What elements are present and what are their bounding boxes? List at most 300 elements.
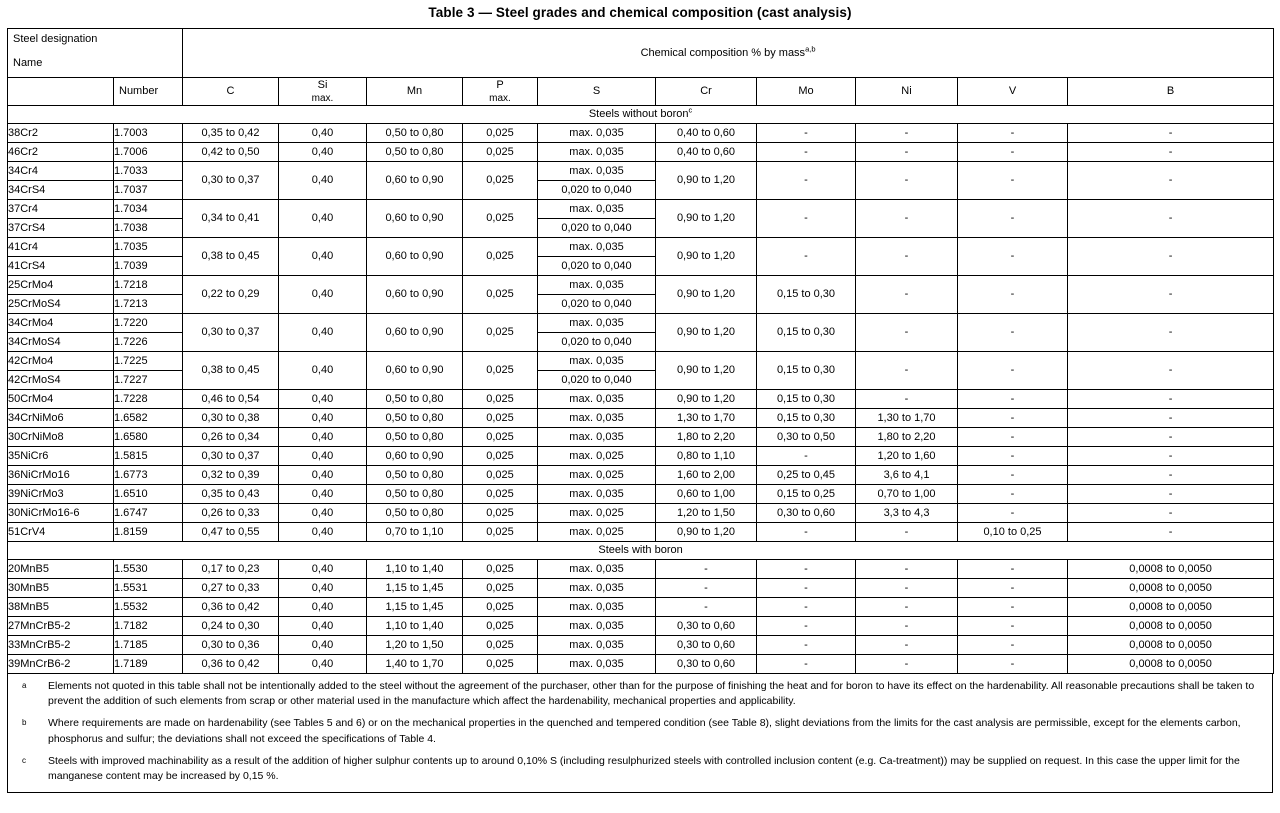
- cell-p: 0,025: [463, 579, 538, 598]
- cell-b: -: [1068, 276, 1274, 314]
- header-element-ni-symbol: Ni: [901, 85, 912, 98]
- table-row: [8, 655, 1274, 674]
- cell-ni: 0,70 to 1,00: [856, 485, 958, 504]
- cell-si: 0,40: [279, 162, 367, 200]
- cell-c: 0,30 to 0,37: [183, 162, 279, 200]
- cell-v: -: [958, 390, 1068, 409]
- cell-s: 0,020 to 0,040: [538, 333, 656, 352]
- header-element-cr: [656, 78, 757, 106]
- cell-p: 0,025: [463, 655, 538, 674]
- cell-mo: -: [757, 200, 856, 238]
- cell-s: max. 0,035: [538, 124, 656, 143]
- cell-p: 0,025: [463, 409, 538, 428]
- header-element-si: [279, 78, 367, 106]
- cell-mo: -: [757, 655, 856, 674]
- cell-mn: 0,50 to 0,80: [367, 390, 463, 409]
- page-title: Table 3 — Steel grades and chemical composition (cast analysis): [428, 5, 852, 20]
- header-group-row: [8, 29, 1274, 78]
- section-header-label: Steels without boron$^c$: [8, 106, 1274, 124]
- cell-steel-name: 37Cr4: [8, 200, 114, 219]
- cell-mn: 0,60 to 0,90: [367, 352, 463, 390]
- cell-b: 0,0008 to 0,0050: [1068, 560, 1274, 579]
- cell-s: 0,020 to 0,040: [538, 219, 656, 238]
- cell-si: 0,40: [279, 428, 367, 447]
- cell-si: 0,40: [279, 390, 367, 409]
- cell-si: 0,40: [279, 560, 367, 579]
- cell-v: -: [958, 504, 1068, 523]
- cell-b: -: [1068, 238, 1274, 276]
- cell-c: 0,24 to 0,30: [183, 617, 279, 636]
- cell-p: 0,025: [463, 485, 538, 504]
- cell-steel-number: 1.7182: [114, 617, 183, 636]
- cell-mn: 1,15 to 1,45: [367, 579, 463, 598]
- cell-cr: 1,80 to 2,20: [656, 428, 757, 447]
- cell-cr: -: [656, 579, 757, 598]
- cell-p: 0,025: [463, 617, 538, 636]
- cell-steel-name: 36NiCrMo16: [8, 466, 114, 485]
- cell-s: 0,020 to 0,040: [538, 295, 656, 314]
- cell-steel-name: 25CrMo4: [8, 276, 114, 295]
- cell-b: -: [1068, 124, 1274, 143]
- cell-cr: 0,90 to 1,20: [656, 390, 757, 409]
- cell-c: 0,32 to 0,39: [183, 466, 279, 485]
- table-row: [8, 598, 1274, 617]
- cell-v: -: [958, 200, 1068, 238]
- table-row: [8, 504, 1274, 523]
- cell-p: 0,025: [463, 143, 538, 162]
- cell-steel-name: 34Cr4: [8, 162, 114, 181]
- cell-p: 0,025: [463, 390, 538, 409]
- cell-si: 0,40: [279, 143, 367, 162]
- cell-mn: 0,50 to 0,80: [367, 428, 463, 447]
- cell-s: 0,020 to 0,040: [538, 371, 656, 390]
- cell-cr: 0,90 to 1,20: [656, 200, 757, 238]
- cell-b: -: [1068, 485, 1274, 504]
- cell-ni: -: [856, 390, 958, 409]
- cell-steel-number: 1.7033: [114, 162, 183, 181]
- cell-p: 0,025: [463, 162, 538, 200]
- header-element-p-qualifier: max.: [489, 92, 511, 104]
- cell-si: 0,40: [279, 598, 367, 617]
- cell-ni: -: [856, 560, 958, 579]
- header-element-mn: [367, 78, 463, 106]
- cell-v: -: [958, 485, 1068, 504]
- cell-steel-number: 1.6747: [114, 504, 183, 523]
- table-row: [8, 238, 1274, 257]
- cell-cr: 0,90 to 1,20: [656, 276, 757, 314]
- cell-b: -: [1068, 466, 1274, 485]
- cell-mn: 1,20 to 1,50: [367, 636, 463, 655]
- table-row: [8, 466, 1274, 485]
- header-element-b: [1068, 78, 1274, 106]
- header-element-c-symbol: C: [226, 85, 235, 98]
- cell-cr: 0,40 to 0,60: [656, 124, 757, 143]
- cell-s: max. 0,035: [538, 598, 656, 617]
- cell-mn: 1,40 to 1,70: [367, 655, 463, 674]
- cell-v: -: [958, 409, 1068, 428]
- cell-s: max. 0,035: [538, 617, 656, 636]
- table-row: [8, 636, 1274, 655]
- cell-cr: -: [656, 598, 757, 617]
- cell-p: 0,025: [463, 276, 538, 314]
- cell-si: 0,40: [279, 238, 367, 276]
- cell-mo: 0,15 to 0,30: [757, 314, 856, 352]
- cell-si: 0,40: [279, 485, 367, 504]
- cell-steel-name: 41Cr4: [8, 238, 114, 257]
- header-element-s-symbol: S: [592, 85, 601, 98]
- cell-cr: 1,30 to 1,70: [656, 409, 757, 428]
- cell-ni: -: [856, 162, 958, 200]
- cell-ni: -: [856, 617, 958, 636]
- cell-mo: 0,30 to 0,50: [757, 428, 856, 447]
- cell-v: -: [958, 352, 1068, 390]
- cell-si: 0,40: [279, 617, 367, 636]
- cell-c: 0,17 to 0,23: [183, 560, 279, 579]
- cell-b: -: [1068, 143, 1274, 162]
- cell-mn: 0,50 to 0,80: [367, 466, 463, 485]
- cell-v: -: [958, 162, 1068, 200]
- cell-s: max. 0,025: [538, 504, 656, 523]
- cell-steel-name: 30MnB5: [8, 579, 114, 598]
- cell-mn: 0,60 to 0,90: [367, 314, 463, 352]
- cell-c: 0,38 to 0,45: [183, 352, 279, 390]
- cell-steel-number: 1.7035: [114, 238, 183, 257]
- cell-v: -: [958, 617, 1068, 636]
- cell-mo: 0,30 to 0,60: [757, 504, 856, 523]
- cell-c: 0,35 to 0,43: [183, 485, 279, 504]
- cell-p: 0,025: [463, 428, 538, 447]
- cell-v: 0,10 to 0,25: [958, 523, 1068, 542]
- cell-steel-name: 39NiCrMo3: [8, 485, 114, 504]
- cell-mo: -: [757, 124, 856, 143]
- cell-steel-name: 27MnCrB5-2: [8, 617, 114, 636]
- cell-ni: -: [856, 124, 958, 143]
- cell-ni: 3,3 to 4,3: [856, 504, 958, 523]
- cell-steel-number: 1.7039: [114, 257, 183, 276]
- cell-v: -: [958, 466, 1068, 485]
- cell-ni: 1,80 to 2,20: [856, 428, 958, 447]
- cell-steel-number: 1.6580: [114, 428, 183, 447]
- cell-b: -: [1068, 390, 1274, 409]
- section-header-label: Steels with boron: [8, 542, 1274, 560]
- cell-mn: 0,60 to 0,90: [367, 238, 463, 276]
- cell-c: 0,22 to 0,29: [183, 276, 279, 314]
- cell-ni: 3,6 to 4,1: [856, 466, 958, 485]
- cell-steel-name: 20MnB5: [8, 560, 114, 579]
- cell-steel-number: 1.7006: [114, 143, 183, 162]
- cell-steel-name: 33MnCrB5-2: [8, 636, 114, 655]
- section-footnote-ref: c: [688, 105, 693, 115]
- footnote-text: Steels with improved machinability as a result of the addition of higher sulphur contents up to around 0,10% S (including resulphurized steels with controlled inclusion content (e.g. Ca-treatment)) may be supplied on request. In this case the upper limit for the manganese content may be increased by 0,15 %.: [48, 754, 1240, 783]
- cell-steel-number: 1.7228: [114, 390, 183, 409]
- cell-mn: 1,10 to 1,40: [367, 560, 463, 579]
- table-row: [8, 200, 1274, 219]
- cell-mn: 0,60 to 0,90: [367, 447, 463, 466]
- cell-s: max. 0,025: [538, 523, 656, 542]
- header-element-c: [183, 78, 279, 106]
- steel-composition-table: [7, 28, 1274, 674]
- cell-steel-number: 1.7220: [114, 314, 183, 333]
- header-element-mo-symbol: Mo: [798, 85, 814, 98]
- cell-mo: -: [757, 579, 856, 598]
- table-row: [8, 124, 1274, 143]
- cell-p: 0,025: [463, 200, 538, 238]
- cell-b: -: [1068, 523, 1274, 542]
- table-footnotes: [7, 674, 1273, 793]
- cell-s: max. 0,035: [538, 428, 656, 447]
- cell-si: 0,40: [279, 579, 367, 598]
- cell-c: 0,26 to 0,34: [183, 428, 279, 447]
- cell-si: 0,40: [279, 314, 367, 352]
- cell-s: max. 0,035: [538, 276, 656, 295]
- cell-c: 0,35 to 0,42: [183, 124, 279, 143]
- cell-cr: 0,90 to 1,20: [656, 238, 757, 276]
- cell-mo: 0,25 to 0,45: [757, 466, 856, 485]
- cell-cr: 0,30 to 0,60: [656, 655, 757, 674]
- cell-b: -: [1068, 428, 1274, 447]
- cell-p: 0,025: [463, 598, 538, 617]
- table-row: [8, 523, 1274, 542]
- cell-v: -: [958, 636, 1068, 655]
- cell-p: 0,025: [463, 238, 538, 276]
- cell-steel-number: 1.7038: [114, 219, 183, 238]
- cell-steel-name: 37CrS4: [8, 219, 114, 238]
- cell-ni: -: [856, 655, 958, 674]
- cell-mo: -: [757, 560, 856, 579]
- header-number: Number: [114, 78, 183, 106]
- cell-si: 0,40: [279, 523, 367, 542]
- cell-mn: 0,60 to 0,90: [367, 162, 463, 200]
- cell-p: 0,025: [463, 523, 538, 542]
- header-chemical-composition: [183, 29, 1274, 78]
- table-row: [8, 390, 1274, 409]
- cell-b: 0,0008 to 0,0050: [1068, 579, 1274, 598]
- cell-c: 0,30 to 0,36: [183, 636, 279, 655]
- cell-steel-number: 1.5530: [114, 560, 183, 579]
- cell-steel-name: 38MnB5: [8, 598, 114, 617]
- cell-steel-name: 42CrMoS4: [8, 371, 114, 390]
- cell-v: -: [958, 598, 1068, 617]
- cell-ni: -: [856, 143, 958, 162]
- cell-si: 0,40: [279, 276, 367, 314]
- cell-si: 0,40: [279, 636, 367, 655]
- cell-mn: 1,15 to 1,45: [367, 598, 463, 617]
- cell-steel-number: 1.7225: [114, 352, 183, 371]
- cell-c: 0,34 to 0,41: [183, 200, 279, 238]
- cell-s: max. 0,035: [538, 485, 656, 504]
- cell-s: max. 0,035: [538, 238, 656, 257]
- cell-b: -: [1068, 314, 1274, 352]
- cell-si: 0,40: [279, 655, 367, 674]
- cell-b: 0,0008 to 0,0050: [1068, 617, 1274, 636]
- cell-b: 0,0008 to 0,0050: [1068, 636, 1274, 655]
- cell-ni: -: [856, 276, 958, 314]
- cell-steel-name: 30NiCrMo16-6: [8, 504, 114, 523]
- table-row: [8, 276, 1274, 295]
- cell-steel-number: 1.7003: [114, 124, 183, 143]
- cell-s: max. 0,035: [538, 579, 656, 598]
- cell-mo: 0,15 to 0,25: [757, 485, 856, 504]
- cell-p: 0,025: [463, 124, 538, 143]
- cell-cr: 0,40 to 0,60: [656, 143, 757, 162]
- cell-s: 0,020 to 0,040: [538, 181, 656, 200]
- cell-ni: 1,30 to 1,70: [856, 409, 958, 428]
- cell-steel-name: 42CrMo4: [8, 352, 114, 371]
- cell-mo: 0,15 to 0,30: [757, 390, 856, 409]
- header-element-v-symbol: V: [1008, 85, 1017, 98]
- footnote-text: Where requirements are made on hardenability (see Tables 5 and 6) or on the mechanical properties in the quenched and tempered condition (see Table 8), slight deviations from the limits for the cast analysis are permissible, except for the elements carbon, phosphorus and sulfur; the deviations shall not exceed the specifications of Table 4.: [48, 717, 1241, 745]
- cell-c: 0,27 to 0,33: [183, 579, 279, 598]
- header-element-mo: [757, 78, 856, 106]
- cell-si: 0,40: [279, 504, 367, 523]
- cell-s: max. 0,035: [538, 409, 656, 428]
- cell-s: 0,020 to 0,040: [538, 257, 656, 276]
- header-element-cr-symbol: Cr: [700, 85, 712, 98]
- footnote-text: Elements not quoted in this table shall not be intentionally added to the steel without the agreement of the purchaser, other than for the purpose of finishing the heat and for boron to have its effect on the hardenability. All reasonable precautions shall be taken to prevent the addition of such elements from scrap or other material used in the manufacture which affect the hardenability, mechanical properties and applicability.: [48, 680, 1255, 708]
- cell-ni: -: [856, 238, 958, 276]
- cell-si: 0,40: [279, 409, 367, 428]
- cell-mo: 0,15 to 0,30: [757, 276, 856, 314]
- cell-steel-number: 1.5532: [114, 598, 183, 617]
- cell-v: -: [958, 579, 1068, 598]
- table-row: [8, 162, 1274, 181]
- header-chemical-composition-label: Chemical composition % by mass: [640, 46, 806, 59]
- table-row: [8, 143, 1274, 162]
- cell-cr: 0,30 to 0,60: [656, 617, 757, 636]
- cell-s: max. 0,025: [538, 466, 656, 485]
- cell-si: 0,40: [279, 200, 367, 238]
- cell-b: -: [1068, 447, 1274, 466]
- table-row: [8, 352, 1274, 371]
- cell-c: 0,30 to 0,37: [183, 447, 279, 466]
- table-row: [8, 617, 1274, 636]
- cell-cr: 0,90 to 1,20: [656, 162, 757, 200]
- cell-s: max. 0,035: [538, 655, 656, 674]
- header-element-si-qualifier: max.: [311, 92, 334, 104]
- cell-b: -: [1068, 162, 1274, 200]
- header-element-si-symbol: Si: [317, 78, 328, 91]
- cell-b: 0,0008 to 0,0050: [1068, 598, 1274, 617]
- cell-ni: -: [856, 523, 958, 542]
- cell-steel-name: 34CrS4: [8, 181, 114, 200]
- cell-c: 0,38 to 0,45: [183, 238, 279, 276]
- cell-mo: -: [757, 447, 856, 466]
- cell-si: 0,40: [279, 447, 367, 466]
- cell-si: 0,40: [279, 124, 367, 143]
- cell-ni: -: [856, 314, 958, 352]
- cell-steel-name: 34CrMoS4: [8, 333, 114, 352]
- cell-v: -: [958, 314, 1068, 352]
- header-element-p: [463, 78, 538, 106]
- table-body: [8, 106, 1274, 674]
- cell-steel-number: 1.6510: [114, 485, 183, 504]
- cell-steel-name: 34CrMo4: [8, 314, 114, 333]
- cell-ni: -: [856, 200, 958, 238]
- cell-ni: -: [856, 636, 958, 655]
- cell-c: 0,26 to 0,33: [183, 504, 279, 523]
- cell-s: max. 0,035: [538, 162, 656, 181]
- cell-steel-name: 50CrMo4: [8, 390, 114, 409]
- cell-mn: 0,70 to 1,10: [367, 523, 463, 542]
- section-header-row: [8, 106, 1274, 124]
- header-element-b-symbol: B: [1166, 85, 1175, 98]
- cell-b: -: [1068, 504, 1274, 523]
- table-row: [8, 314, 1274, 333]
- cell-steel-number: 1.7227: [114, 371, 183, 390]
- cell-cr: 1,60 to 2,00: [656, 466, 757, 485]
- cell-b: -: [1068, 409, 1274, 428]
- cell-p: 0,025: [463, 314, 538, 352]
- cell-cr: 0,80 to 1,10: [656, 447, 757, 466]
- cell-b: 0,0008 to 0,0050: [1068, 655, 1274, 674]
- cell-ni: -: [856, 579, 958, 598]
- header-element-mn-symbol: Mn: [406, 85, 423, 98]
- cell-v: -: [958, 560, 1068, 579]
- cell-steel-number: 1.7185: [114, 636, 183, 655]
- cell-v: -: [958, 143, 1068, 162]
- cell-s: max. 0,035: [538, 560, 656, 579]
- cell-p: 0,025: [463, 504, 538, 523]
- cell-s: max. 0,035: [538, 143, 656, 162]
- cell-s: max. 0,035: [538, 200, 656, 219]
- header-element-row: [8, 78, 1274, 106]
- cell-steel-name: 35NiCr6: [8, 447, 114, 466]
- cell-mo: -: [757, 143, 856, 162]
- cell-steel-number: 1.7213: [114, 295, 183, 314]
- cell-mo: -: [757, 598, 856, 617]
- cell-cr: 0,60 to 1,00: [656, 485, 757, 504]
- cell-p: 0,025: [463, 447, 538, 466]
- footnote: [14, 716, 1266, 746]
- cell-v: -: [958, 655, 1068, 674]
- cell-mn: 0,60 to 0,90: [367, 276, 463, 314]
- cell-mn: 0,50 to 0,80: [367, 143, 463, 162]
- table-row: [8, 560, 1274, 579]
- cell-steel-name: 41CrS4: [8, 257, 114, 276]
- cell-s: max. 0,035: [538, 636, 656, 655]
- header-element-p-symbol: P: [496, 78, 504, 91]
- cell-c: 0,47 to 0,55: [183, 523, 279, 542]
- cell-mn: 1,10 to 1,40: [367, 617, 463, 636]
- cell-p: 0,025: [463, 636, 538, 655]
- cell-steel-name: 39MnCrB6-2: [8, 655, 114, 674]
- cell-v: -: [958, 447, 1068, 466]
- header-name-label: Name: [13, 57, 43, 69]
- cell-steel-name: 25CrMoS4: [8, 295, 114, 314]
- cell-mo: -: [757, 238, 856, 276]
- cell-steel-name: 30CrNiMo8: [8, 428, 114, 447]
- cell-mo: 0,15 to 0,30: [757, 409, 856, 428]
- table-row: [8, 579, 1274, 598]
- cell-steel-name: 51CrV4: [8, 523, 114, 542]
- cell-mo: -: [757, 523, 856, 542]
- cell-mn: 0,50 to 0,80: [367, 124, 463, 143]
- cell-v: -: [958, 124, 1068, 143]
- header-steel-designation-label: Steel designation: [13, 33, 98, 45]
- cell-cr: 0,90 to 1,20: [656, 352, 757, 390]
- table-row: [8, 485, 1274, 504]
- footnote-mark: b: [22, 718, 27, 728]
- cell-ni: -: [856, 352, 958, 390]
- table-row: [8, 447, 1274, 466]
- cell-mn: 0,50 to 0,80: [367, 409, 463, 428]
- header-composition-footnote-ref: a,b: [805, 44, 816, 54]
- cell-cr: 0,30 to 0,60: [656, 636, 757, 655]
- cell-steel-name: 38Cr2: [8, 124, 114, 143]
- cell-mn: 0,50 to 0,80: [367, 485, 463, 504]
- cell-si: 0,40: [279, 466, 367, 485]
- cell-mn: 0,50 to 0,80: [367, 504, 463, 523]
